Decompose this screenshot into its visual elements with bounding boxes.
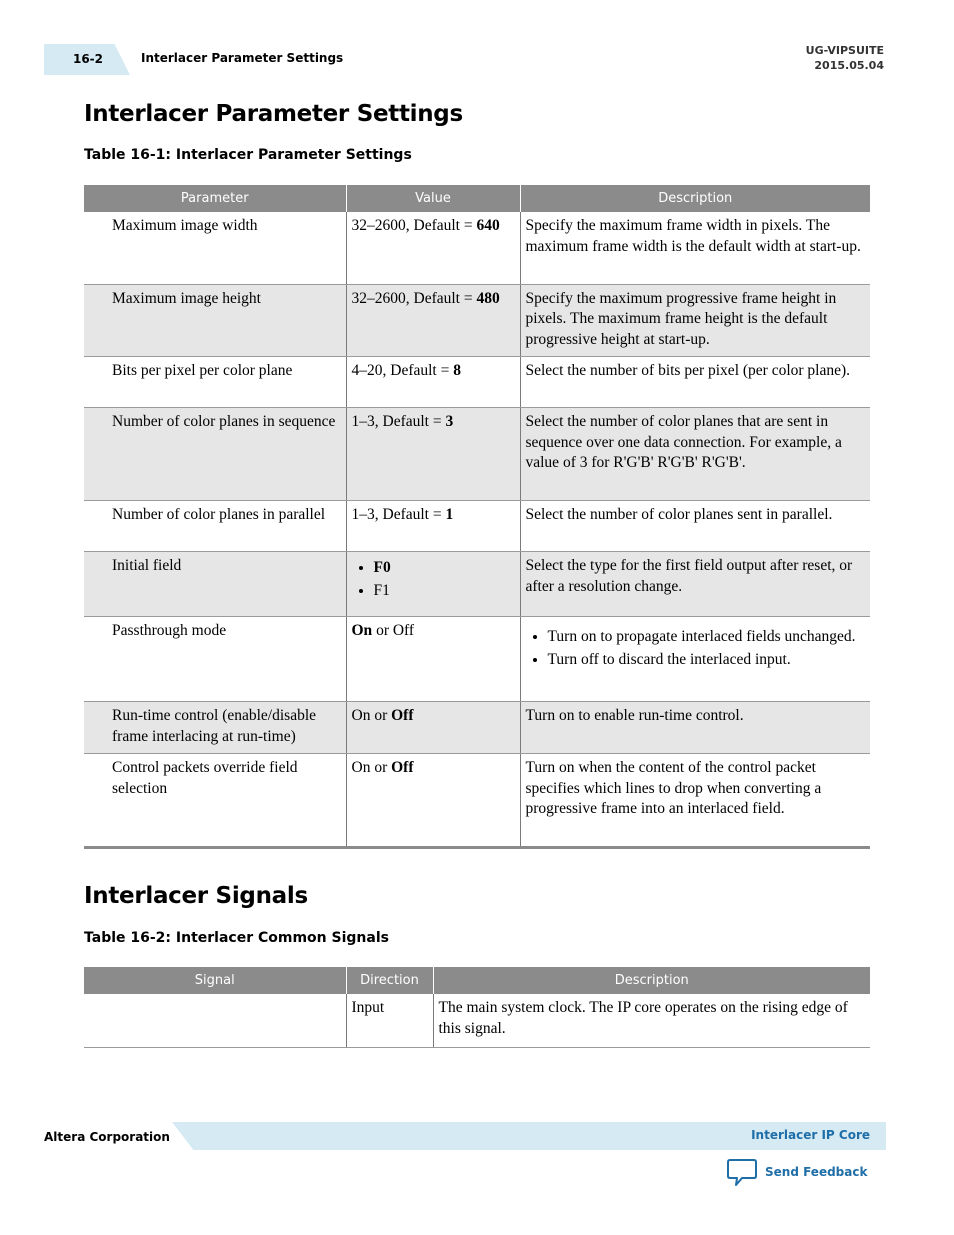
list-item: • Turn off to discard the interlaced input.: [548, 650, 866, 671]
param-cell: Number of color planes in sequence: [84, 408, 346, 501]
value-cell: On or Off: [346, 702, 520, 754]
column-header-value: Value: [346, 185, 520, 212]
desc-bullet-list: [526, 627, 866, 670]
list-item: • F0: [374, 558, 515, 579]
header-section-title: Interlacer Parameter Settings: [141, 51, 344, 65]
send-feedback-label[interactable]: Send Feedback: [765, 1165, 868, 1179]
table-row: [84, 754, 870, 848]
common-signals-table: [84, 967, 870, 1048]
table-row: [84, 552, 870, 617]
direction-cell: Input: [346, 994, 433, 1047]
doc-id: UG-VIPSUITE: [805, 44, 884, 57]
list-item: • F1: [374, 581, 515, 602]
table-row: [84, 702, 870, 754]
value-cell: On or Off: [346, 754, 520, 848]
table-row: [84, 284, 870, 357]
desc-cell: Select the number of color planes that are sent in sequence over one data connection. For example, a value of 3 for R'G'B' R'G'B' R'G'B'.: [520, 408, 870, 501]
param-cell: Passthrough mode: [84, 617, 346, 702]
table-row: [84, 617, 870, 702]
parameter-settings-table: [84, 185, 870, 849]
table-row: [84, 357, 870, 408]
param-cell: Initial field: [84, 552, 346, 617]
section-heading-parameters: Interlacer Parameter Settings: [84, 101, 463, 127]
table-header-row: [84, 185, 870, 212]
desc-cell: Select the number of bits per pixel (per color plane).: [520, 357, 870, 408]
header-doc-info: [806, 43, 884, 73]
desc-cell: The main system clock. The IP core operates on the rising edge of this signal.: [433, 994, 870, 1047]
desc-cell: [520, 617, 870, 702]
table-row: [84, 408, 870, 501]
column-header-description: Description: [520, 185, 870, 212]
section-heading-signals: Interlacer Signals: [84, 883, 308, 909]
column-header-signal: Signal: [84, 967, 346, 994]
value-cell: [346, 552, 520, 617]
desc-cell: Specify the maximum frame width in pixels. The maximum frame width is the default width at start-up.: [520, 212, 870, 284]
footer-company: Altera Corporation: [44, 1130, 170, 1144]
value-cell: 32–2600, Default = 480: [346, 284, 520, 357]
value-bullet-list: [352, 558, 515, 601]
param-cell: Maximum image width: [84, 212, 346, 284]
param-cell: Bits per pixel per color plane: [84, 357, 346, 408]
speech-bubble-icon: [727, 1158, 757, 1186]
column-header-direction: Direction: [346, 967, 433, 994]
value-cell: 1–3, Default = 1: [346, 501, 520, 552]
value-cell: 4–20, Default = 8: [346, 357, 520, 408]
footer-core-link[interactable]: Interlacer IP Core: [751, 1128, 870, 1142]
table-row: [84, 501, 870, 552]
column-header-parameter: Parameter: [84, 185, 346, 212]
desc-cell: Select the number of color planes sent in parallel.: [520, 501, 870, 552]
table-caption-parameters: Table 16-1: Interlacer Parameter Settings: [84, 147, 412, 163]
table-header-row: [84, 967, 870, 994]
value-cell: 1–3, Default = 3: [346, 408, 520, 501]
value-cell: 32–2600, Default = 640: [346, 212, 520, 284]
table-caption-signals: Table 16-2: Interlacer Common Signals: [84, 930, 389, 946]
desc-cell: Turn on when the content of the control packet specifies which lines to drop when converting a progressive frame into an interlaced field.: [520, 754, 870, 848]
table-row: [84, 212, 870, 284]
param-cell: Maximum image height: [84, 284, 346, 357]
desc-cell: Turn on to enable run-time control.: [520, 702, 870, 754]
signal-cell: [84, 994, 346, 1047]
table-row: [84, 994, 870, 1047]
param-cell: Run-time control (enable/disable frame interlacing at run-time): [84, 702, 346, 754]
param-cell: Control packets override field selection: [84, 754, 346, 848]
desc-cell: Specify the maximum progressive frame height in pixels. The maximum frame height is the default progressive height at start-up.: [520, 284, 870, 357]
value-cell: On or Off: [346, 617, 520, 702]
send-feedback-link[interactable]: [727, 1158, 867, 1186]
page-number: 16-2: [72, 52, 104, 66]
list-item: • Turn on to propagate interlaced fields unchanged.: [548, 627, 866, 648]
param-cell: Number of color planes in parallel: [84, 501, 346, 552]
desc-cell: Select the type for the first field output after reset, or after a resolution change.: [520, 552, 870, 617]
doc-date: 2015.05.04: [814, 59, 884, 72]
column-header-description: Description: [433, 967, 870, 994]
